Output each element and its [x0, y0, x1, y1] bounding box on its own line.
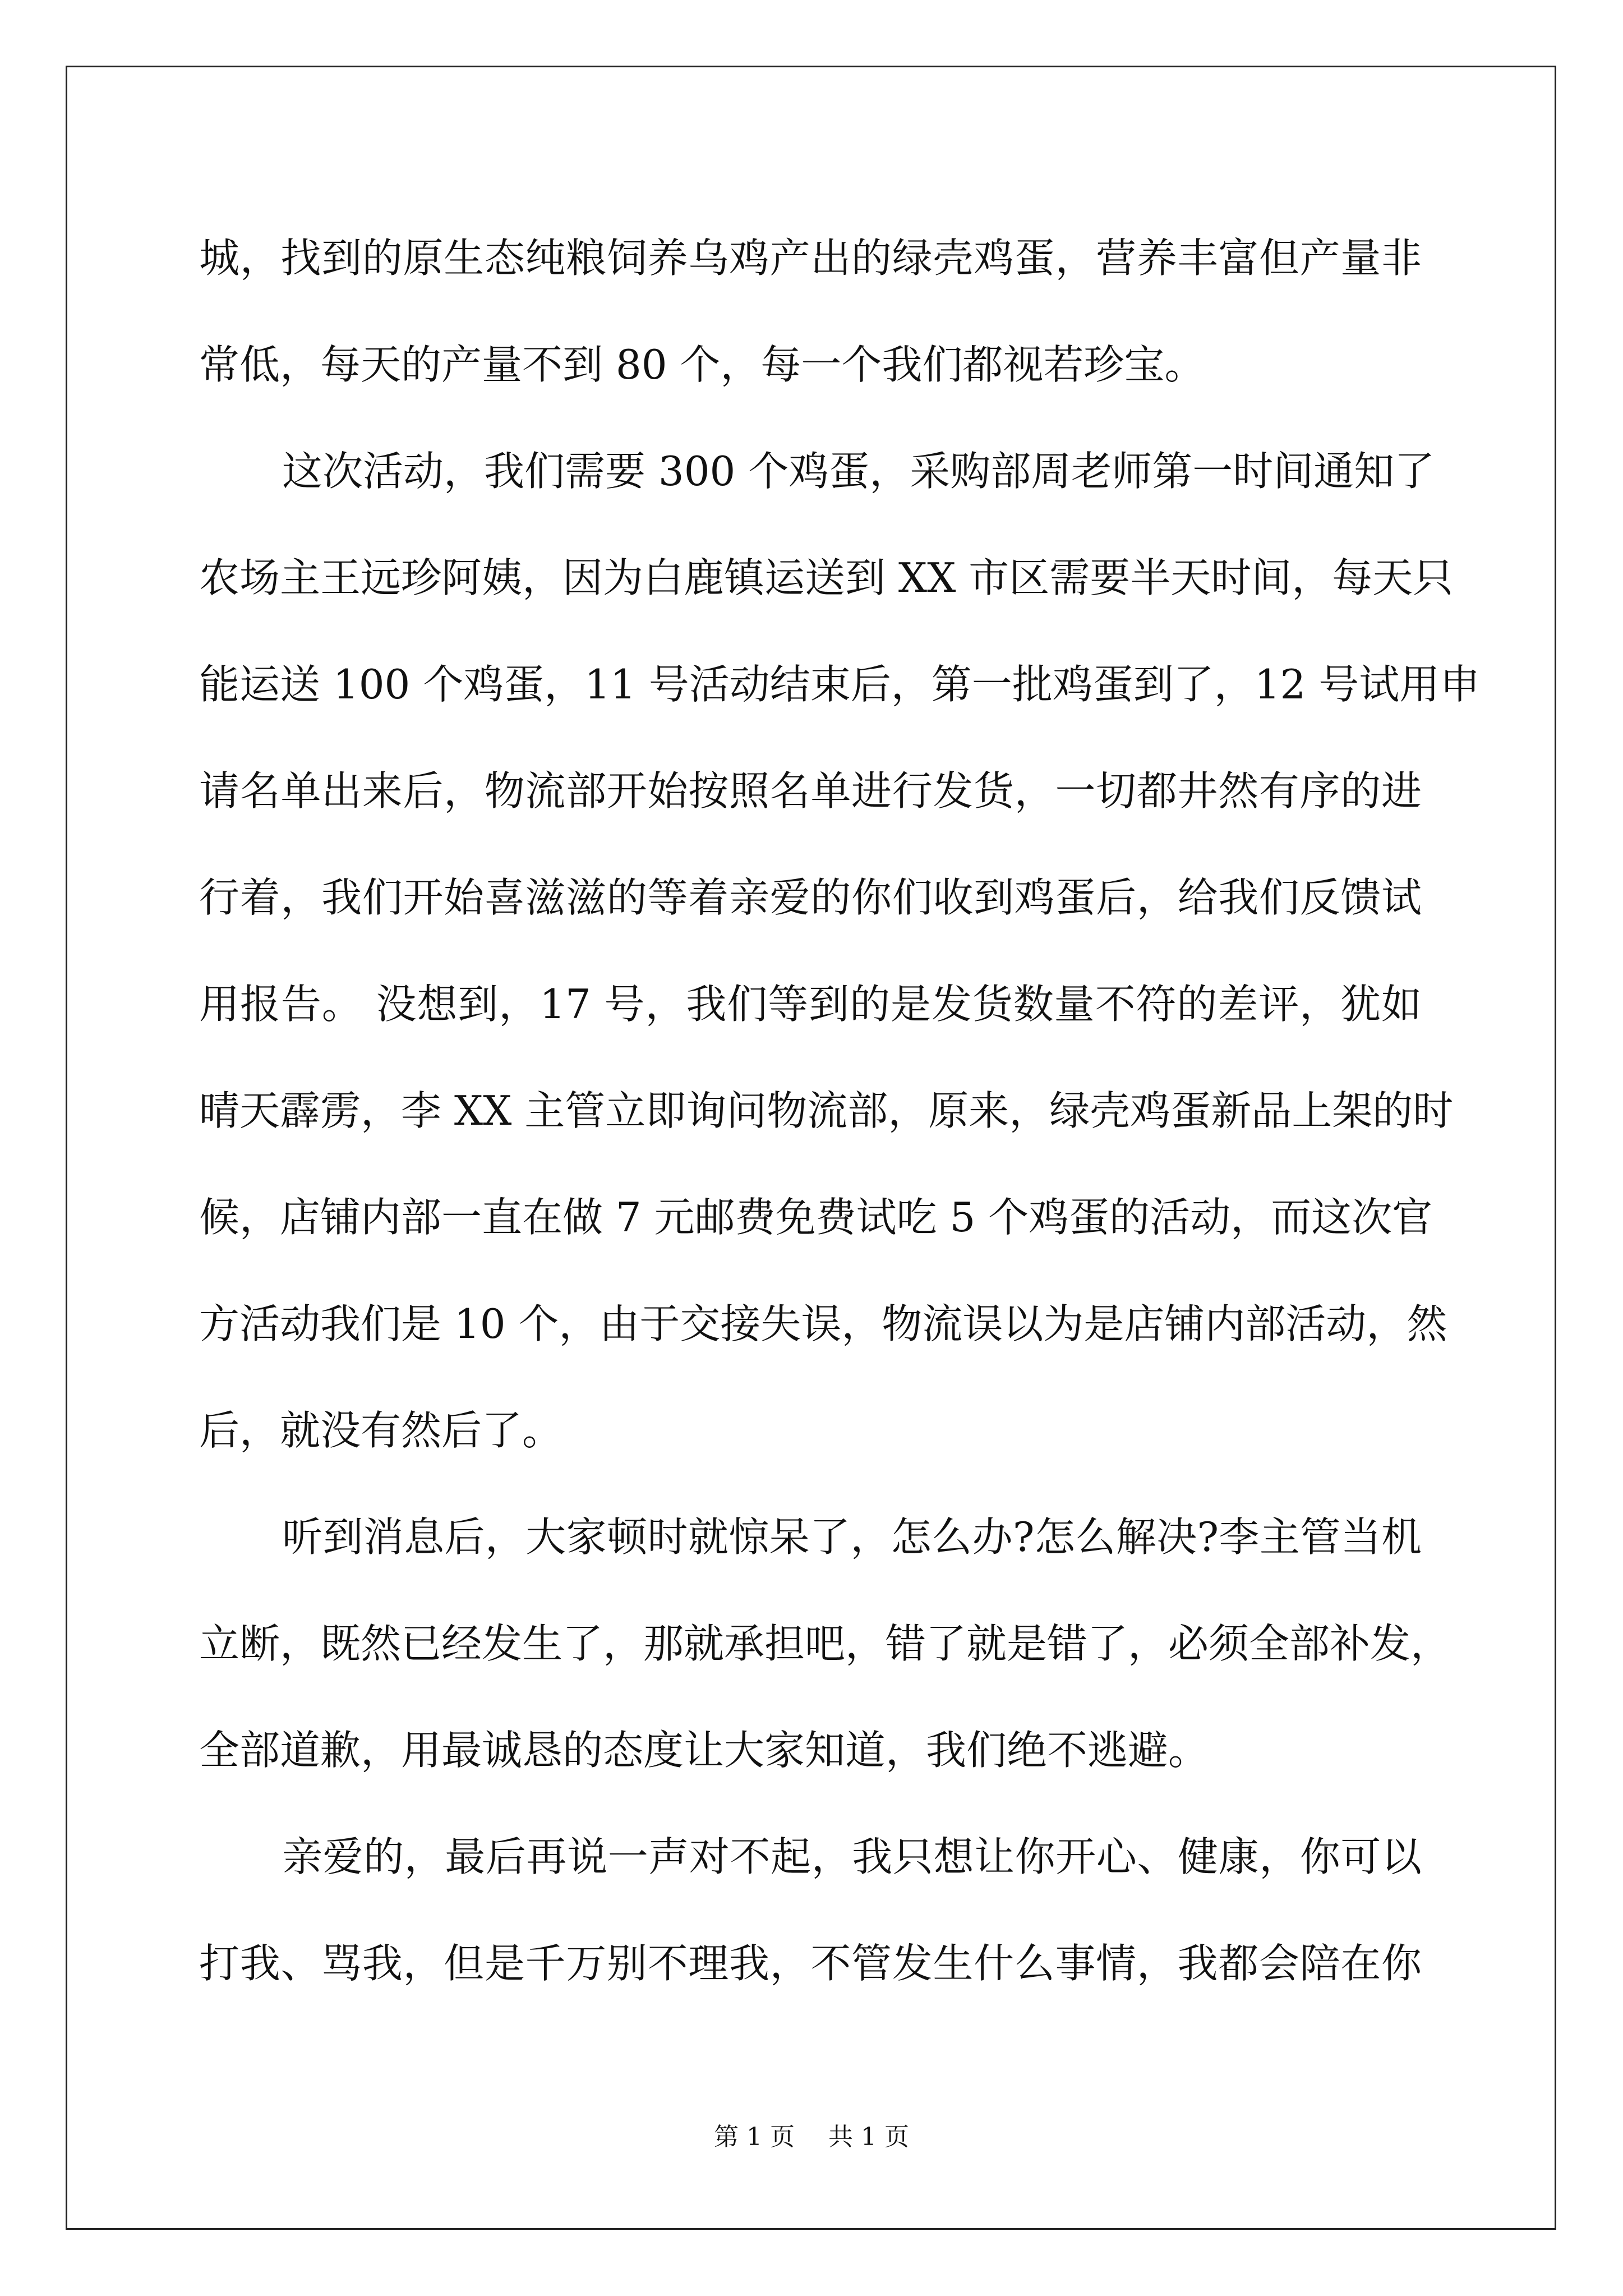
text-line: 立断，既然已经发生了，那就承担吧，错了就是错了，必须全部补发，: [199, 1620, 1451, 1667]
text-line: 用报告。 没想到，17 号，我们等到的是发货数量不符的差评，犹如: [199, 981, 1422, 1028]
text-line: 这次活动，我们需要 300 个鸡蛋，采购部周老师第一时间通知了: [282, 448, 1435, 495]
page-number: 第 1 页: [714, 2123, 795, 2151]
text-line: 方活动我们是 10 个，由于交接失误，物流误以为是店铺内部活动，然: [199, 1300, 1447, 1347]
text-line: 全部道歉，用最诚恳的态度让大家知道，我们绝不逃避。: [199, 1727, 1209, 1774]
text-line: 后，就没有然后了。: [199, 1407, 563, 1454]
page-footer: [0, 2120, 1623, 2154]
text-line: 晴天霹雳，李 XX 主管立即询问物流部，原来，绿壳鸡蛋新品上架的时: [199, 1087, 1454, 1134]
text-line: 听到消息后，大家顿时就惊呆了，怎么办?怎么解决?李主管当机: [282, 1513, 1422, 1561]
document-body: [199, 205, 1481, 2017]
text-line: 农场主王远珍阿姨，因为白鹿镇运送到 XX 市区需要半天时间，每天只: [199, 554, 1454, 601]
text-line: 亲爱的，最后再说一声对不起，我只想让你开心、健康，你可以: [282, 1833, 1422, 1880]
text-line: 候，店铺内部一直在做 7 元邮费免费试吃 5 个鸡蛋的活动，而这次官: [199, 1194, 1433, 1241]
text-line: 城，找到的原生态纯粮饲养乌鸡产出的绿壳鸡蛋，营养丰富但产量非: [199, 234, 1422, 282]
text-line: 能运送 100 个鸡蛋，11 号活动结束后，第一批鸡蛋到了，12 号试用申: [199, 661, 1481, 708]
text-line: 打我、骂我，但是千万别不理我，不管发生什么事情，我都会陪在你: [199, 1940, 1422, 1987]
page-total: 共 1 页: [828, 2123, 909, 2151]
text-line: 请名单出来后，物流部开始按照名单进行发货，一切都井然有序的进: [199, 767, 1422, 815]
text-line: 行着，我们开始喜滋滋的等着亲爱的你们收到鸡蛋后，给我们反馈试: [199, 874, 1422, 921]
text-line: 常低，每天的产量不到 80 个，每一个我们都视若珍宝。: [199, 341, 1205, 388]
